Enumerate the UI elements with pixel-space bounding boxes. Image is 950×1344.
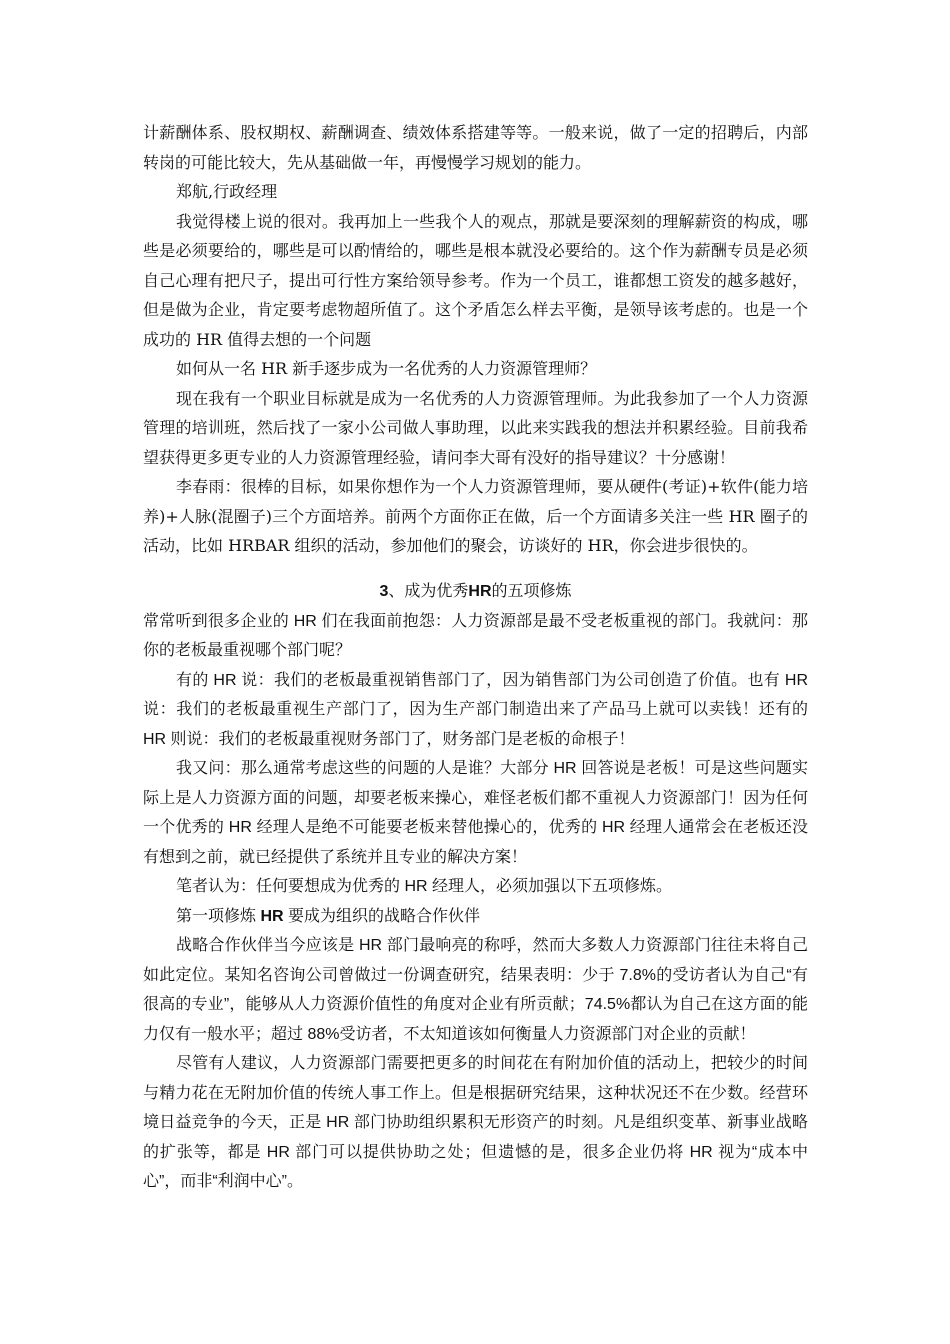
paragraph-salary-system: 计薪酬体系、股权期权、薪酬调查、绩效体系搭建等等。一般来说，做了一定的招聘后，内部转岗的可能比较大，先从基础做一年，再慢慢学习规划的能力。 xyxy=(143,123,808,172)
subheading-post: 要成为组织的战略合作伙伴 xyxy=(283,907,481,925)
subheading-hr: HR xyxy=(260,907,284,925)
paragraph-boss-values: 有的 HR 说：我们的老板最重视销售部门了，因为销售部门为公司创造了价值。也有 HR 说：我们的老板最重视生产部门了，因为生产部门制造出来了产品马上就可以卖钱！还有的 HR 则说：我们的老板最重视财务部门了，财务部门是老板的命根子！ xyxy=(143,671,808,748)
author-zheng-hang: 郑航,行政经理 xyxy=(176,182,278,201)
paragraph-complaint: 常常听到很多企业的 HR 们在我面前抱怨：人力资源部是最不受老板重视的部门。我就问：那你的老板最重视哪个部门呢？ xyxy=(143,612,808,659)
section-title-pre: 、成为优秀 xyxy=(388,583,469,600)
section-title-hr: HR xyxy=(468,583,492,600)
forum-replies-section xyxy=(143,118,808,561)
paragraph-value-added: 尽管有人建议，人力资源部门需要把更多的时间花在有附加价值的活动上，把较少的时间与精力花在无附加价值的传统人事工作上。但是根据研究结果，这种状况还不在少数。经营环境日益竞争的今天，正是 HR 部门协助组织累积无形资产的时刻。凡是组织变革、新事业战略的扩张等，都是 HR 部门可以提供协助之处；但遗憾的是，很多企业仍将 HR 视为“成本中心”，而非“利润中心”。 xyxy=(143,1055,808,1190)
subheading-first-discipline xyxy=(143,902,808,932)
section-title-post: 的五项修炼 xyxy=(491,583,572,600)
subheading-pre: 第一项修炼 xyxy=(176,907,261,925)
paragraph-career-goal: 现在我有一个职业目标就是成为一名优秀的人力资源管理师。为此我参加了一个人力资源管理的培训班，然后找了一家小公司做人事助理，以此来实践我的想法并积累经验。目前我希望获得更多更专业的人力资源管理经验，请问李大哥有没好的指导建议？十分感谢！ xyxy=(143,388,808,467)
section-number: 3 xyxy=(379,583,389,600)
five-disciplines-section xyxy=(143,577,808,1197)
section-title xyxy=(143,577,808,607)
question-heading: 如何从一名 HR 新手逐步成为一名优秀的人力资源管理师？ xyxy=(176,359,597,378)
paragraph-salary-composition: 我觉得楼上说的很对。我再加上一些我个人的观点，那就是要深刻的理解薪资的构成，哪些是必须要给的，哪些是可以酌情给的，哪些是根本就没必要给的。这个作为薪酬专员是必须自己心理有把尺子，提出可行性方案给领导参考。作为一个员工，谁都想工资发的越多越好，但是做为企业，肯定要考虑物超所值了。这个矛盾怎么样去平衡，是领导该考虑的。也是一个成功的 HR 值得去想的一个问题 xyxy=(143,211,808,349)
paragraph-who-considers: 我又问：那么通常考虑这些的问题的人是谁？大部分 HR 回答说是老板！可是这些问题实际上是人力资源方面的问题，却要老板来操心，难怪老板们都不重视人力资源部门！因为任何一个优秀的 HR 经理人是绝不可能要老板来替他操心的，优秀的 HR 经理人通常会在老板还没有想到之前，就已经提供了系统并且专业的解决方案！ xyxy=(143,760,808,866)
paragraph-strategic-partner: 战略合作伙伴当今应该是 HR 部门最响亮的称呼，然而大多数人力资源部门往往未将自己如此定位。某知名咨询公司曾做过一份调查研究，结果表明：少于 7.8%的受访者认为自己“有很高的专业”，能够从人力资源价值性的角度对企业有所贡献；74.5%都认为自己在这方面的能力仅有一般水平；超过 88%受访者，不太知道该如何衡量人力资源部门对企业的贡献！ xyxy=(143,937,808,1043)
paragraph-author-view: 笔者认为：任何要想成为优秀的 HR 经理人，必须加强以下五项修炼。 xyxy=(176,878,673,895)
paragraph-li-chunyu-answer: 李春雨：很棒的目标，如果你想作为一个人力资源管理师，要从硬件(考证)+软件(能力培养)+人脉(混圈子)三个方面培养。前两个方面你正在做，后一个方面请多关注一些 HR 圈子的活动，比如 HRBAR 组织的活动，参加他们的聚会，访谈好的 HR，你会进步很快的。 xyxy=(143,477,808,555)
